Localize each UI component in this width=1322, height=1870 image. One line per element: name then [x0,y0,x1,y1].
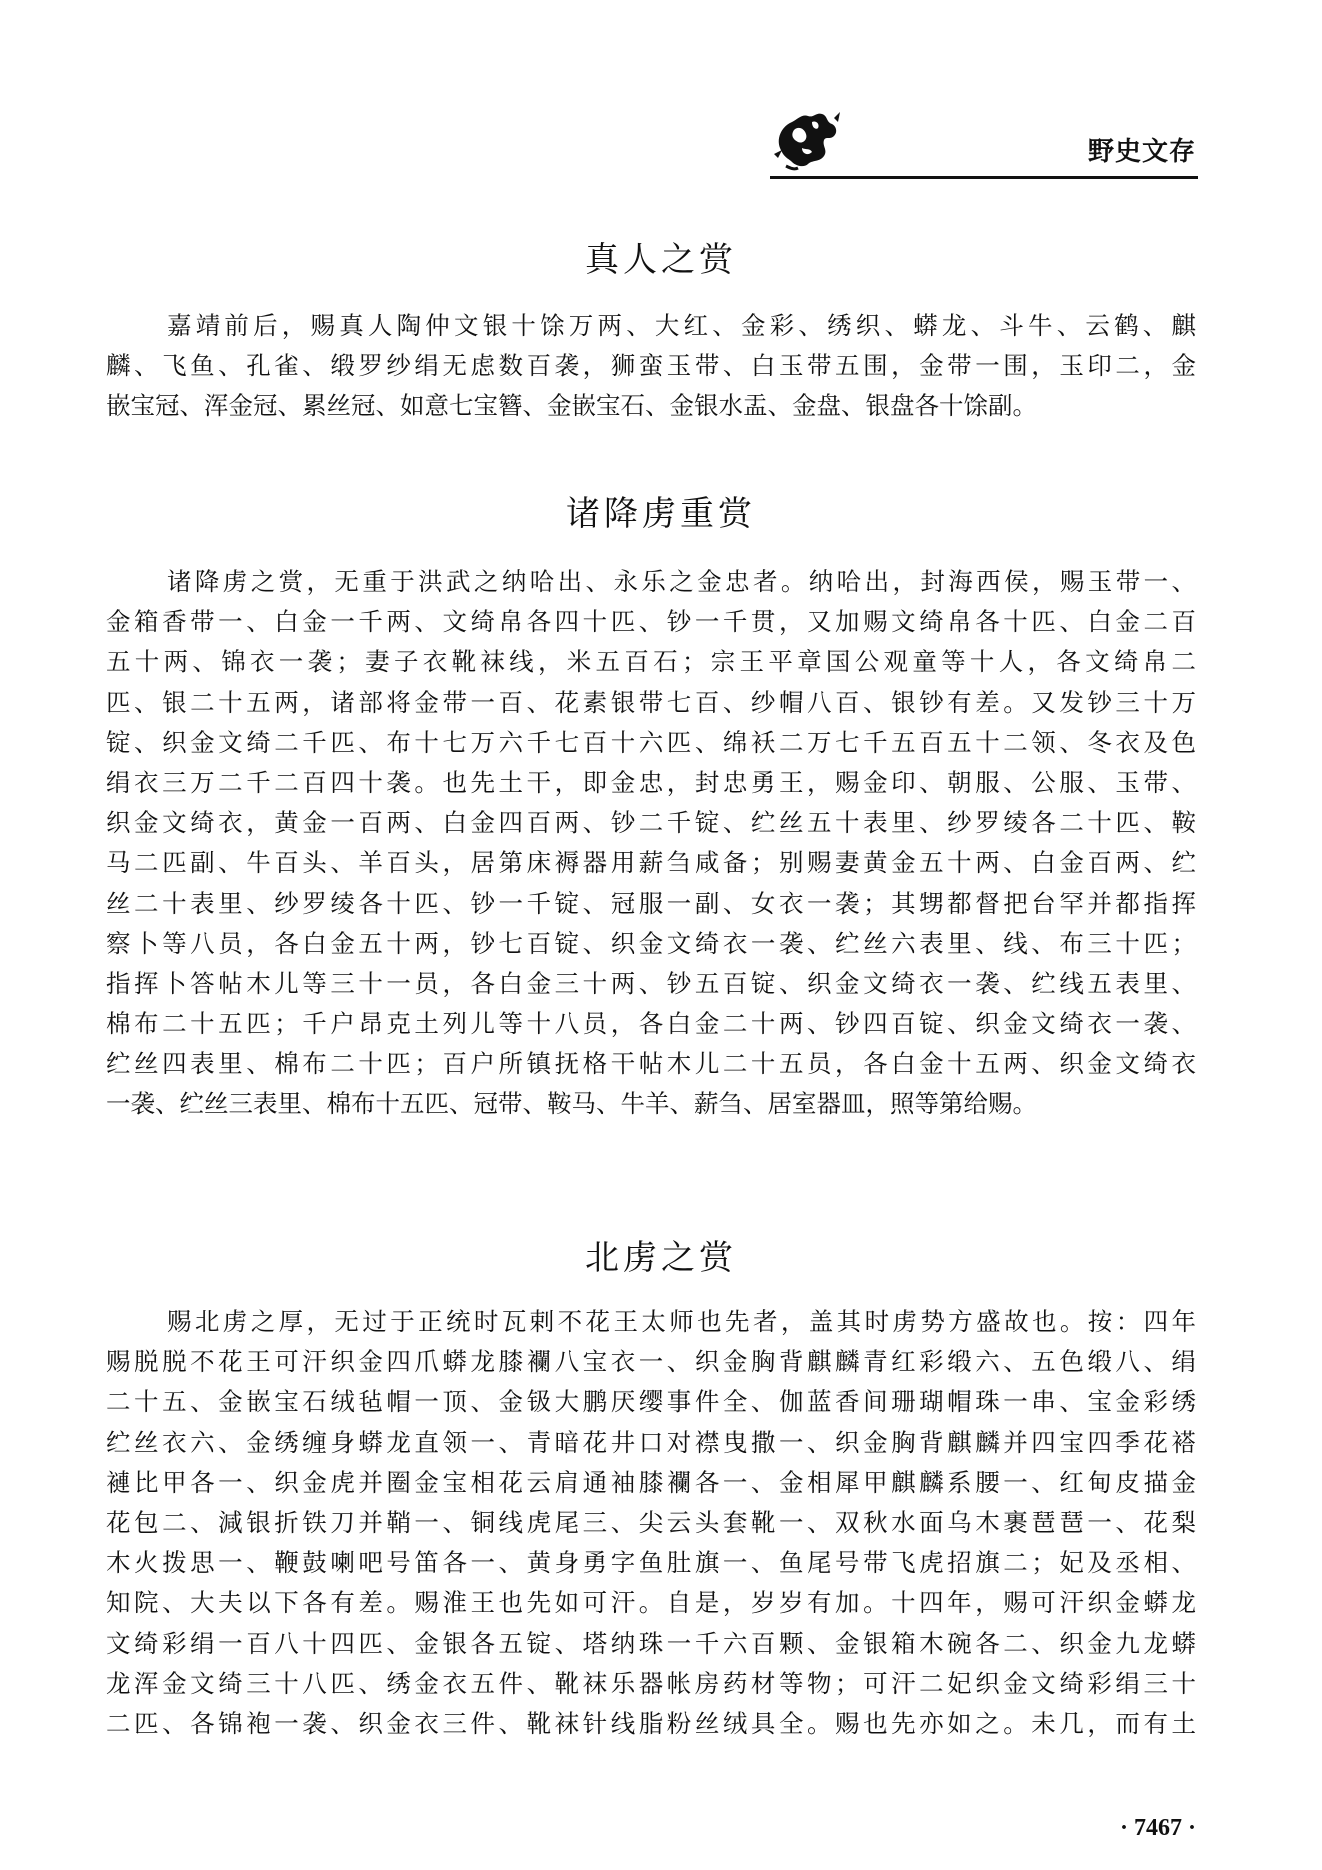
paragraph [106,562,1196,1125]
dragon-emblem-icon [772,108,842,172]
text-line: 二匹、各锦袍一袭、织金衣三件、靴袜针线脂粉丝绒具全。赐也先亦如之。未几，而有土 [106,1708,1196,1738]
text-line: 金箱香带一、白金一千两、文绮帛各四十匹、钞一千贯，又加赐文绮帛各十匹、白金二百 [106,607,1196,637]
text-line: 木火拨思一、鞭鼓喇吧号笛各一、黄身勇字鱼肚旗一、鱼尾号带飞虎招旗二；妃及丞相、 [106,1548,1196,1578]
text-line: 锭、织金文绮二千匹、布十七万六千七百十六匹、绵袄二万七千五百五十二领、冬衣及色 [106,727,1196,757]
text-line: 织金文绮衣，黄金一百两、白金四百两、钞二千锭、纻丝五十表里、纱罗绫各二十匹、鞍 [106,808,1196,838]
section-title: 诸降虏重赏 [566,494,756,534]
text-line: 一袭、纻丝三表里、棉布十五匹、冠带、鞍马、牛羊、薪刍、居室器皿，照等第给赐。 [106,1089,1037,1119]
page-number: · 7467 · [1119,1815,1196,1841]
text-line: 察卜等八员，各白金五十两，钞七百锭、织金文绮衣一袭、纻丝六表里、线、布三十匹； [106,928,1196,958]
text-line: 纻丝衣六、金绣缠身蟒龙直领一、青暗花井口对襟曳撒一、织金胸背麒麟并四宝四季花褡 [106,1427,1196,1457]
text-line: 绢衣三万二千二百四十袭。也先土干，即金忠，封忠勇王，赐金印、朝服、公服、玉带、 [106,767,1196,797]
header-rule [770,176,1198,179]
text-line: 赐北虏之厚，无过于正统时瓦剌不花王太师也先者，盖其时虏势方盛故也。按：四年 [167,1307,1196,1336]
section-title: 北虏之赏 [585,1238,737,1278]
text-line: 文绮彩绢一百八十四匹、金银各五锭、塔纳珠一千六百颗、金银箱木碗各二、织金九龙蟒 [106,1628,1196,1658]
text-line: 知院、大夫以下各有差。赐淮王也先如可汗。自是，岁岁有加。十四年，赐可汗织金蟒龙 [106,1588,1196,1618]
text-line: 指挥卜答帖木儿等三十一员，各白金三十两、钞五百锭、织金文绮衣一袭、纻线五表里、 [106,968,1196,998]
text-line: 龙浑金文绮三十八匹、绣金衣五件、靴袜乐器帐房药材等物；可汗二妃织金文绮彩绢三十 [106,1668,1196,1698]
text-line: 嘉靖前后，赐真人陶仲文银十馀万两、大红、金彩、绣织、蟒龙、斗牛、云鹤、麒 [167,311,1196,340]
text-line: 赐脱脱不花王可汗织金四爪蟒龙膝襴八宝衣一、织金胸背麒麟青红彩缎六、五色缎八、绢 [106,1347,1196,1377]
text-line: 诸降虏之赏，无重于洪武之纳哈出、永乐之金忠者。纳哈出，封海西侯，赐玉带一、 [167,567,1196,596]
text-line: 棉布二十五匹；千户昂克土列儿等十八员，各白金二十两、钞四百锭、织金文绮衣一袭、 [106,1009,1196,1039]
text-line: 五十两、锦衣一袭；妻子衣靴袜线，米五百石；宗王平章国公观童等十人，各文绮帛二 [106,647,1196,677]
paragraph [106,1302,1196,1744]
section-title: 真人之赏 [585,240,737,280]
text-line: 嵌宝冠、浑金冠、累丝冠、如意七宝簪、金嵌宝石、金银水盂、金盘、银盘各十馀副。 [106,391,1037,421]
text-line: 麟、飞鱼、孔雀、缎罗纱绢无虑数百袭，狮蛮玉带、白玉带五围，金带一围，玉印二，金 [106,351,1196,381]
text-line: 纻丝四表里、棉布二十匹；百户所镇抚格干帖木儿二十五员，各白金十五两、织金文绮衣 [106,1049,1196,1079]
text-line: 匹、银二十五两，诸部将金带一百、花素银带七百、纱帽八百、银钞有差。又发钞三十万 [106,687,1196,717]
text-line: 花包二、減银折铁刀并鞘一、铜线虎尾三、尖云头套靴一、双秋水面乌木裹琶琶一、花梨 [106,1507,1196,1537]
text-line: 丝二十表里、纱罗绫各十匹、钞一千锭、冠服一副、女衣一袭；其甥都督把台罕并都指挥 [106,888,1196,918]
text-line: 马二匹副、牛百头、羊百头，居第床褥器用薪刍咸备；别赐妻黄金五十两、白金百两、纻 [106,848,1196,878]
text-line: 二十五、金嵌宝石绒毡帽一顶、金钑大鹏厌缨事件全、伽蓝香间珊瑚帽珠一串、宝金彩绣 [106,1387,1196,1417]
paragraph [106,306,1196,427]
text-line: 褳比甲各一、织金虎并圈金宝相花云肩通袖膝襴各一、金相犀甲麒麟系腰一、红甸皮描金 [106,1467,1196,1497]
running-header-title: 野史文存 [1087,137,1196,167]
